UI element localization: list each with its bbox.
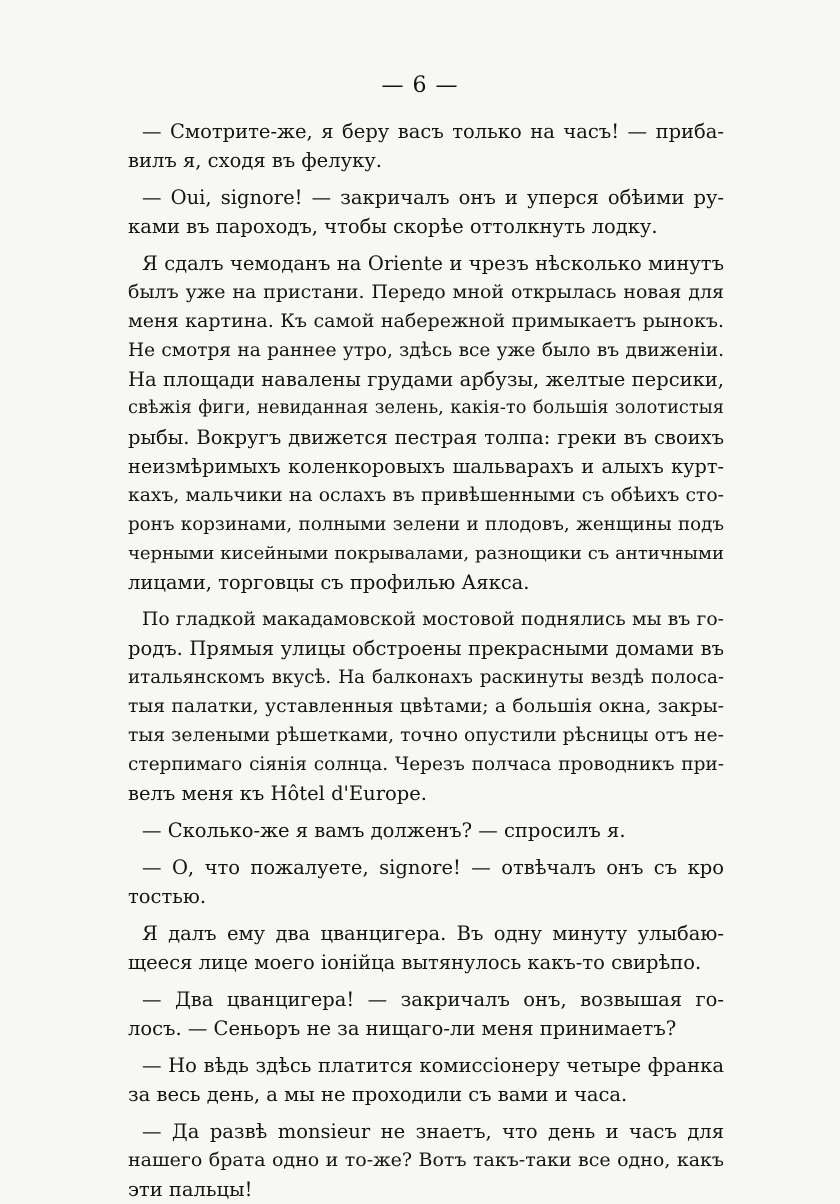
text-line: лосъ. — Сеньоръ не за нищаго-ли меня принимаетъ? bbox=[128, 1017, 677, 1040]
text-line: тыя зелеными рѣшетками, точно опустили рѣсницы отъ не- bbox=[128, 725, 724, 746]
text-line: родъ. Прямыя улицы обстроены прекрасными домами въ bbox=[128, 637, 724, 660]
text-line: ронъ корзинами, полными зелени и плодовъ, женщины подъ bbox=[128, 514, 724, 535]
text-line: нашего брата одно и то-же? Вотъ такъ-таки все одно, какъ bbox=[128, 1149, 724, 1171]
text-line: эти пальцы! bbox=[128, 1178, 253, 1201]
text-line: велъ меня къ Hôtel d'Europe. bbox=[128, 782, 427, 805]
body-text bbox=[128, 117, 724, 1204]
text-line: стерпимаго сіянія солнца. Черезъ полчаса проводникъ при- bbox=[128, 754, 724, 775]
page-number: — 6 — bbox=[381, 73, 459, 98]
text-line: за весь день, а мы не проходили съ вами и часа. bbox=[128, 1083, 628, 1106]
text-line: былъ уже на пристани. Передо мной открылась новая для bbox=[128, 281, 724, 303]
text-line: кахъ, мальчики на ослахъ въ привѣшенными съ обѣихъ сто- bbox=[128, 485, 724, 506]
text-line: ками въ пароходъ, чтобы скорѣе оттолкнуть лодку. bbox=[128, 215, 658, 238]
text-line: лицами, торговцы съ профилью Аякса. bbox=[128, 571, 530, 594]
text-line: неизмѣримыхъ коленкоровыхъ шальварахъ и алыхъ курт- bbox=[128, 455, 724, 478]
text-line: — О, что пожалуете, signore! — отвѣчалъ онъ съ кро bbox=[142, 856, 724, 879]
text-line: тостью. bbox=[128, 885, 207, 908]
text-line: вилъ я, сходя въ фелуку. bbox=[128, 149, 382, 172]
text-line: свѣжія фиги, невиданная зелень, какія-то большія золотистыя bbox=[128, 398, 724, 418]
text-line: — Но вѣдь здѣсь платится комиссіонеру четыре франка bbox=[142, 1054, 724, 1077]
text-line: тыя палатки, уставленныя цвѣтами; а большія окна, закры- bbox=[128, 696, 724, 717]
text-line: рыбы. Вокругъ движется пестрая толпа: греки въ своихъ bbox=[128, 426, 724, 449]
text-line: Я далъ ему два цванцигера. Въ одну минуту улыбаю- bbox=[142, 922, 724, 945]
text-line: черными кисейными покрывалами, разнощики съ античными bbox=[128, 543, 724, 564]
text-line: щееся лице моего іонійца вытянулось какъ-то свирѣпо. bbox=[128, 951, 702, 974]
text-line: меня картина. Къ самой набережной примыкаетъ рынокъ. bbox=[128, 310, 724, 332]
text-line: — Да развѣ monsieur не знаетъ, что день и часъ для bbox=[142, 1120, 724, 1143]
text-line: На площади навалены грудами арбузы, желтые персики, bbox=[128, 368, 724, 391]
text-line: — Смотрите-же, я беру васъ только на часъ! — приба- bbox=[142, 120, 724, 143]
text-line: По гладкой макадамовской мостовой поднялись мы въ го- bbox=[142, 609, 724, 630]
text-line: — Два цванцигера! — закричалъ онъ, возвышая го- bbox=[142, 988, 724, 1011]
text-line: Я сдалъ чемоданъ на Oriente и чрезъ нѣсколько минутъ bbox=[142, 252, 724, 275]
text-line: итальянскомъ вкусѣ. На балконахъ раскинуты вездѣ полоса- bbox=[128, 667, 724, 688]
text-line: — Сколько-же я вамъ долженъ? — спросилъ я. bbox=[142, 819, 626, 842]
text-line: Не смотря на раннее утро, здѣсь все уже было въ движеніи. bbox=[128, 340, 724, 361]
text-line: — Oui, signore! — закричалъ онъ и уперся обѣими ру- bbox=[142, 186, 724, 209]
